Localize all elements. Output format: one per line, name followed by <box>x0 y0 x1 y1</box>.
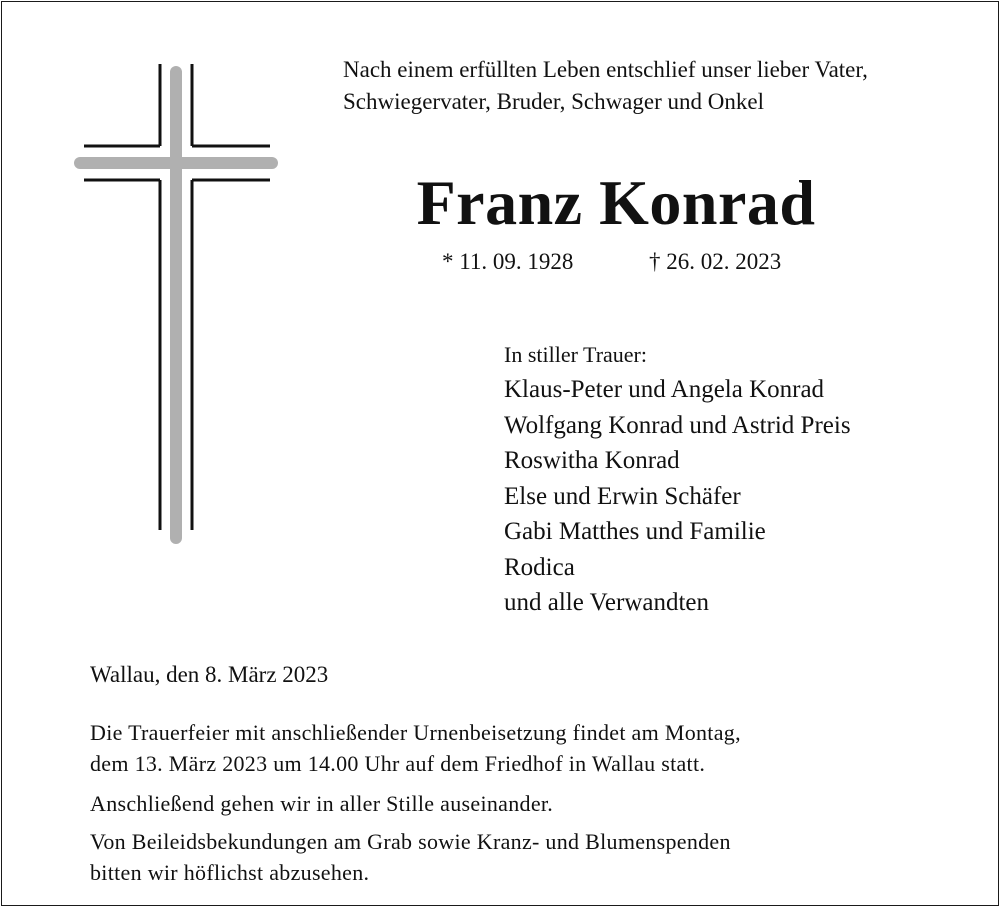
mourner-name: und alle Verwandten <box>504 589 710 616</box>
condolences-line-2: bitten wir höflichst abzusehen. <box>90 860 370 885</box>
mourner-name: Wolfgang Konrad und Astrid Preis <box>504 411 851 439</box>
funeral-paragraph <box>90 717 741 779</box>
mourner-name: Roswitha Konrad <box>504 447 680 474</box>
mourner-name: Rodica <box>504 553 575 581</box>
mourner-name: Gabi Matthes und Familie <box>504 518 766 545</box>
mourner-name: Klaus-Peter und Angela Konrad <box>504 376 825 403</box>
intro-line-1: Nach einem erfüllten Leben entschlief unser lieber Vater, <box>343 57 868 82</box>
condolences-line-1: Von Beileidsbekundungen am Grab sowie Kranz- und Blumenspenden <box>90 829 731 854</box>
afterwards-paragraph: Anschließend gehen wir in aller Stille auseinander. <box>90 791 554 816</box>
funeral-line-1: Die Trauerfeier mit anschließender Urnenbeisetzung findet am Montag, <box>90 720 741 745</box>
mourner-name: Else und Erwin Schäfer <box>504 482 741 510</box>
place-date: Wallau, den 8. März 2023 <box>90 662 329 687</box>
intro-line-2: Schwiegervater, Bruder, Schwager und Onkel <box>343 89 764 114</box>
mourners-heading: In stiller Trauer: <box>504 342 647 367</box>
funeral-line-2: dem 13. März 2023 um 14.00 Uhr auf dem Friedhof in Wallau statt. <box>90 751 706 776</box>
birth-date: * 11. 09. 1928 <box>442 249 574 274</box>
obituary-notice <box>1 1 999 906</box>
deceased-name: Franz Konrad <box>416 167 816 238</box>
condolences-paragraph <box>90 826 731 888</box>
intro-text <box>343 54 868 118</box>
cross-icon <box>72 64 282 549</box>
mourners-list <box>504 338 851 621</box>
death-date: † 26. 02. 2023 <box>649 249 782 274</box>
